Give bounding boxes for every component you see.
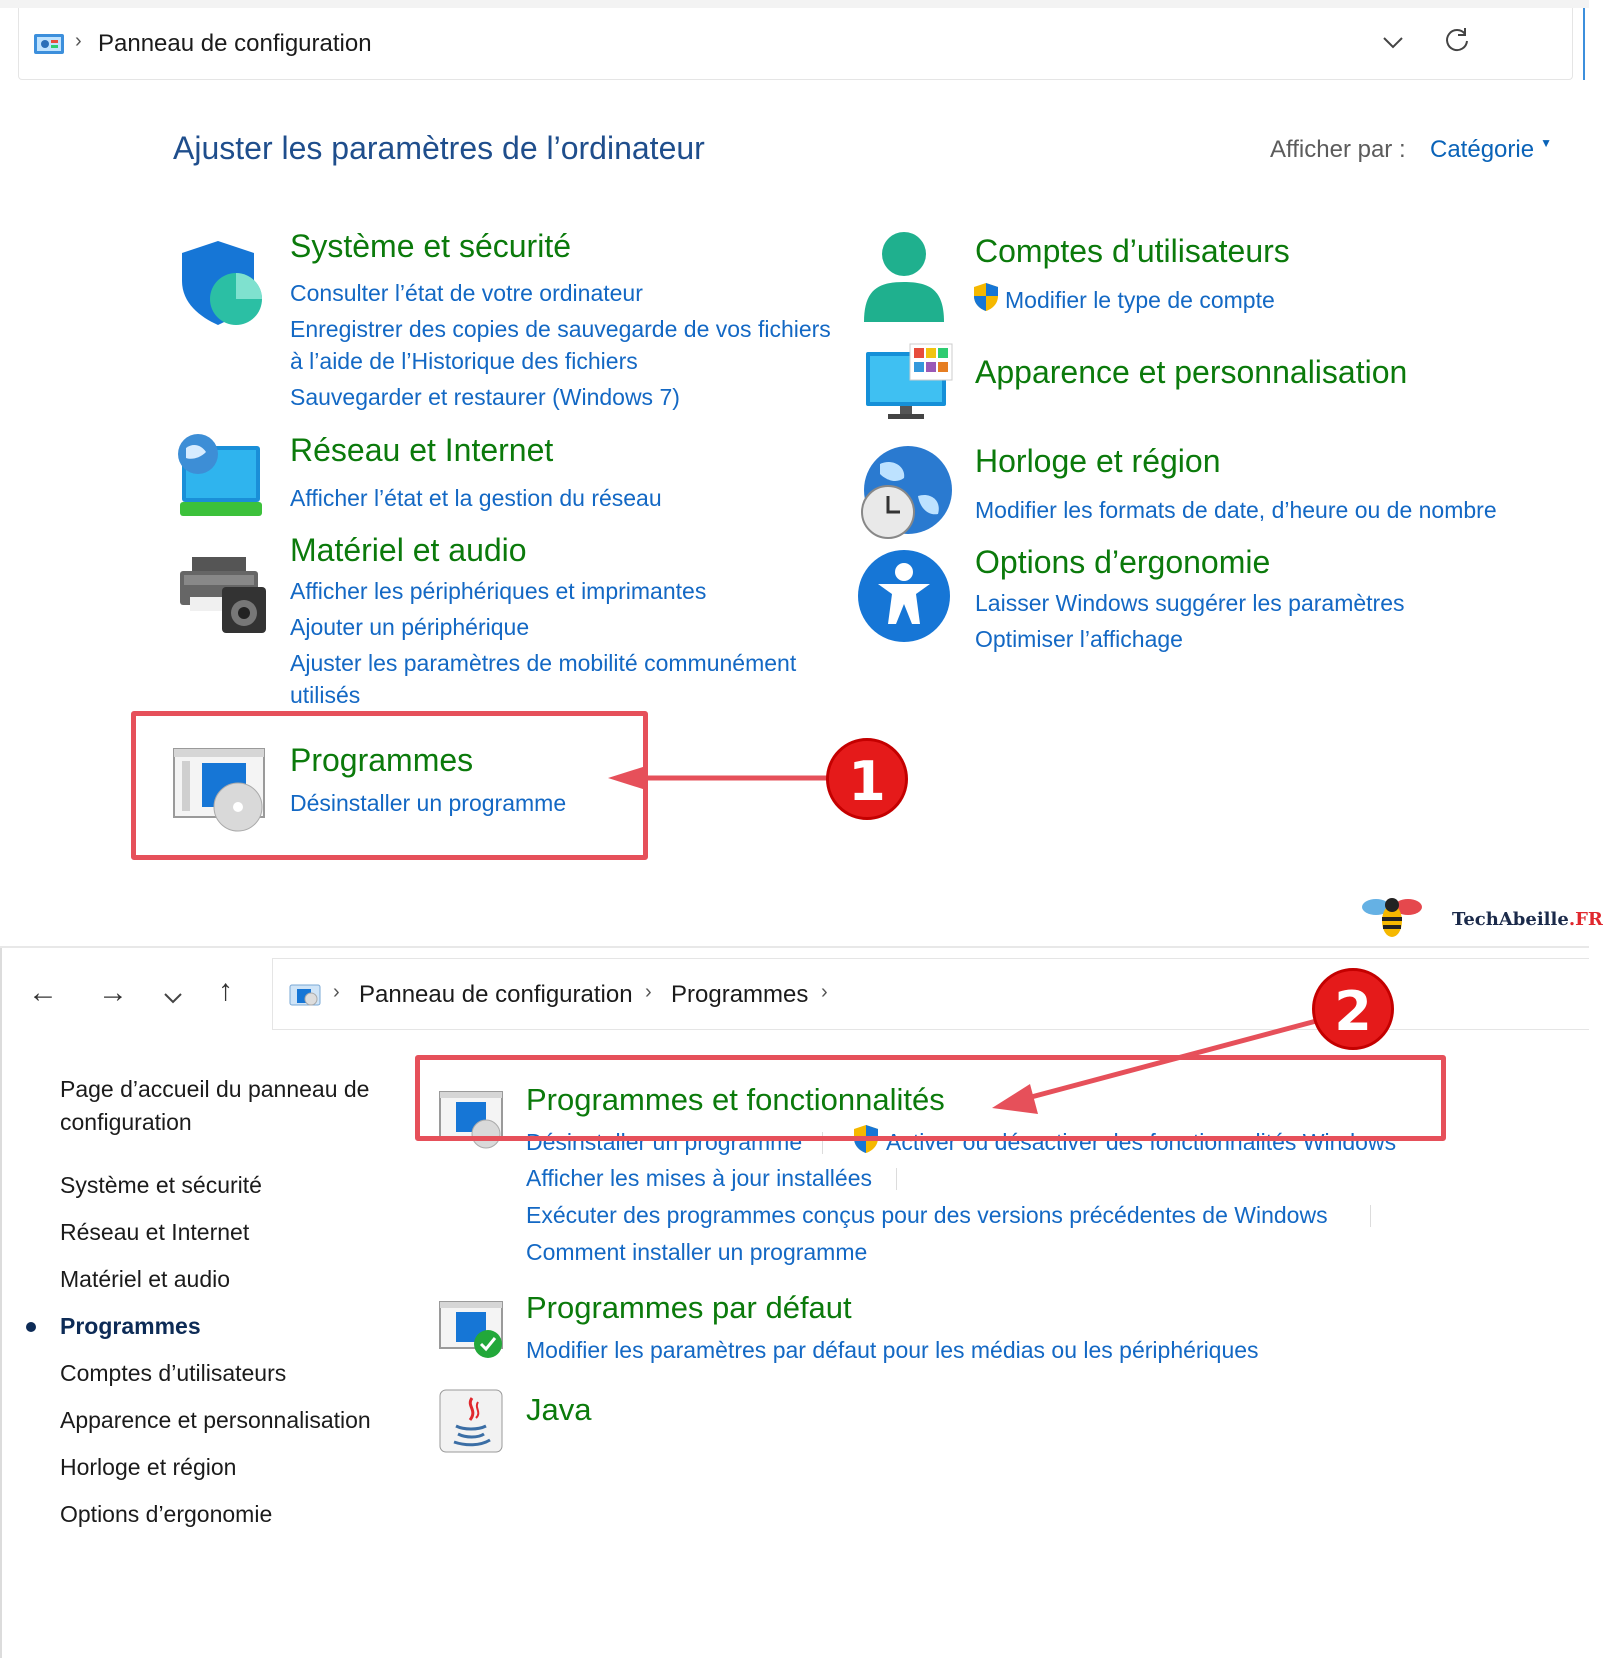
annotation-arrow-2 (990, 1016, 1330, 1120)
section-programs-features[interactable]: Programmes et fonctionnalités (526, 1082, 945, 1117)
user-accounts-icon (858, 230, 950, 326)
category-programs[interactable]: Programmes (290, 742, 474, 778)
forward-arrow-icon[interactable]: → (98, 976, 128, 1009)
control-panel-icon (289, 983, 321, 1007)
link-optimize-display[interactable]: Optimiser l’affichage (975, 626, 1183, 652)
dropdown-arrow-icon: ▼ (1540, 136, 1552, 150)
link-file-history-cont[interactable]: à l’aide de l’Historique des fichiers (290, 348, 638, 374)
link-uninstall-program[interactable]: Désinstaller un programme (290, 790, 567, 816)
link-check-status[interactable]: Consulter l’état de votre ordinateur (290, 280, 643, 306)
back-arrow-icon[interactable]: ← (28, 976, 58, 1009)
link-change-account-type[interactable]: Modifier le type de compte (1005, 287, 1275, 313)
breadcrumb-control-panel[interactable]: Panneau de configuration (98, 30, 372, 57)
category-ease-of-access[interactable]: Options d’ergonomie (975, 544, 1271, 580)
refresh-icon[interactable] (1443, 26, 1471, 54)
link-suggest-settings[interactable]: Laisser Windows suggérer les paramètres (975, 590, 1405, 616)
sidebar-home-line1: Page d’accueil du panneau de (60, 1076, 370, 1102)
category-network-internet[interactable]: Réseau et Internet (290, 432, 554, 468)
bee-logo-icon (1362, 893, 1422, 939)
section-default-programs[interactable]: Programmes par défaut (526, 1290, 852, 1325)
link-mobility-settings-cont[interactable]: utilisés (290, 682, 361, 708)
chevron-down-icon[interactable] (1381, 32, 1405, 52)
sidebar-item-ease-of-access[interactable]: Options d’ergonomie (60, 1501, 273, 1527)
breadcrumb-control-panel[interactable]: Panneau de configuration (359, 981, 633, 1008)
sidebar-item-network[interactable]: Réseau et Internet (60, 1219, 250, 1245)
breadcrumb-separator-icon: › (645, 981, 652, 1003)
link-uninstall-program-2[interactable]: Désinstaller un programme (526, 1129, 803, 1155)
active-item-bullet-icon (26, 1322, 36, 1332)
link-file-history[interactable]: Enregistrer des copies de sauvegarde de vos fichiers (290, 316, 831, 342)
shield-security-icon (178, 237, 270, 329)
category-system-security[interactable]: Système et sécurité (290, 228, 571, 264)
section-java[interactable]: Java (526, 1392, 592, 1427)
link-windows-features[interactable]: Activer ou désactiver des fonctionnalités Windows (886, 1129, 1397, 1155)
sidebar-item-programs[interactable]: Programmes (60, 1313, 201, 1339)
link-separator (896, 1168, 897, 1190)
watermark-brand (1452, 909, 1603, 930)
sidebar-item-system-security[interactable]: Système et sécurité (60, 1172, 262, 1198)
view-by-value: Catégorie (1430, 136, 1535, 163)
sidebar-home-link[interactable] (60, 1073, 369, 1139)
link-date-time-formats[interactable]: Modifier les formats de date, d’heure ou de nombre (975, 497, 1497, 523)
view-by-dropdown[interactable] (1430, 136, 1552, 164)
sidebar-item-hardware[interactable]: Matériel et audio (60, 1266, 231, 1292)
breadcrumb-separator-icon: › (333, 981, 340, 1003)
search-box-edge[interactable] (1583, 8, 1589, 80)
network-globe-icon (174, 432, 266, 524)
link-separator (1370, 1205, 1371, 1227)
programs-icon (172, 747, 268, 835)
category-hardware-audio[interactable]: Matériel et audio (290, 532, 527, 568)
link-network-status[interactable]: Afficher l’état et la gestion du réseau (290, 485, 662, 511)
annotation-arrow-1 (606, 760, 834, 796)
recent-dropdown-icon[interactable] (162, 990, 184, 1006)
appearance-monitor-icon (862, 342, 954, 424)
link-add-device[interactable]: Ajouter un périphérique (290, 614, 530, 640)
link-backup-restore[interactable]: Sauvegarder et restaurer (Windows 7) (290, 384, 680, 410)
watermark-brand-name: TechAbeille (1452, 909, 1569, 930)
link-mobility-settings[interactable]: Ajuster les paramètres de mobilité communément (290, 650, 797, 676)
watermark-brand-tld: .FR (1568, 909, 1603, 930)
view-by-label: Afficher par : (1270, 136, 1406, 163)
link-devices-printers[interactable]: Afficher les périphériques et imprimantes (290, 578, 707, 604)
link-installed-updates[interactable]: Afficher les mises à jour installées (526, 1165, 872, 1191)
default-programs-icon (438, 1300, 506, 1360)
window-top-edge (0, 0, 1589, 8)
step-badge-1: 1 (826, 738, 908, 820)
link-compatibility[interactable]: Exécuter des programmes conçus pour des versions précédentes de Windows (526, 1202, 1328, 1228)
accessibility-icon (856, 548, 952, 644)
sidebar-item-user-accounts[interactable]: Comptes d’utilisateurs (60, 1360, 287, 1386)
link-how-to-install[interactable]: Comment installer un programme (526, 1239, 868, 1265)
control-panel-icon (33, 32, 65, 56)
breadcrumb-programs[interactable]: Programmes (671, 981, 809, 1008)
breadcrumb-expand-icon[interactable]: › (821, 981, 828, 1003)
sidebar-item-clock-region[interactable]: Horloge et région (60, 1454, 237, 1480)
category-user-accounts[interactable]: Comptes d’utilisateurs (975, 233, 1290, 269)
sidebar-item-appearance[interactable]: Apparence et personnalisation (60, 1407, 371, 1433)
category-appearance[interactable]: Apparence et personnalisation (975, 354, 1408, 390)
up-arrow-icon[interactable]: ↑ (218, 974, 233, 1007)
uac-shield-icon (972, 282, 1000, 312)
page-title: Ajuster les paramètres de l’ordinateur (173, 130, 705, 166)
link-default-media-settings[interactable]: Modifier les paramètres par défaut pour les médias ou les périphériques (526, 1337, 1259, 1363)
category-clock-region[interactable]: Horloge et région (975, 443, 1221, 479)
address-bar[interactable] (18, 8, 1573, 80)
sidebar-home-line2: configuration (60, 1109, 192, 1135)
step-badge-2: 2 (1312, 968, 1394, 1050)
clock-globe-icon (856, 444, 952, 540)
java-icon (438, 1388, 504, 1454)
printer-speaker-icon (176, 555, 268, 635)
breadcrumb-separator-icon: › (75, 30, 82, 52)
